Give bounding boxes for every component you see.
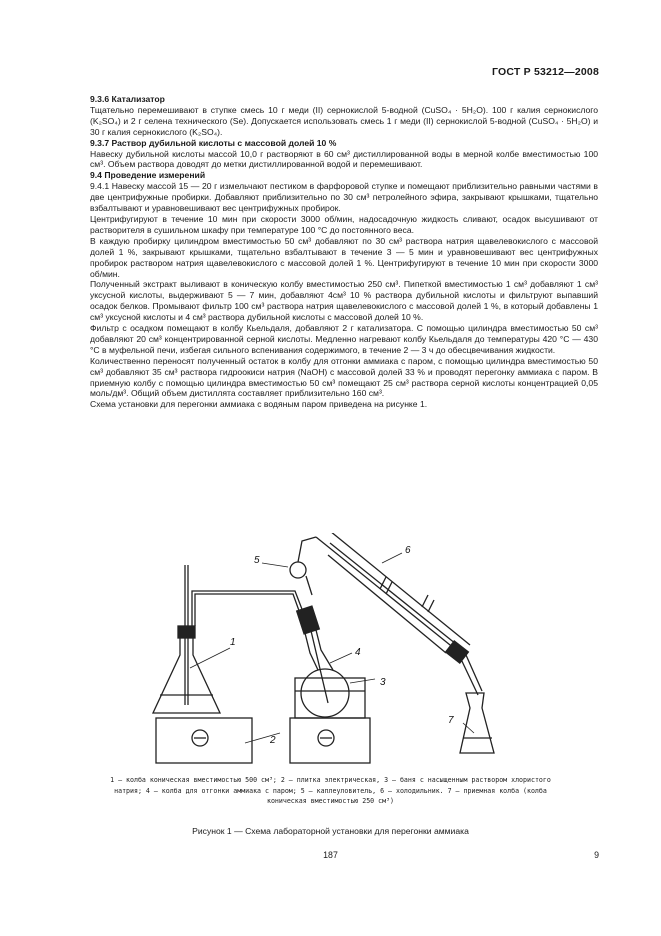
paragraph-catalyst: Тщательно перемешивают в ступке смесь 10 г меди (II) сернокислой 5-водной (CuSO₄ · 5H₂O). 100 г калия сернокислого (K₂SO₄) и 2 г селена технического (Se). Допускается использовать смесь 1 г меди (II) сернокислой 5-водной (CuSO₄ · 5H₂O) и 30 г калия сернокислого (K₂SO₄). <box>90 104 598 137</box>
figure-label-1: 1 <box>230 637 236 648</box>
sheet-number: 9 <box>594 850 599 860</box>
legend-line-1: 1 — колба коническая вместимостью 500 см³; 2 — плитка электрическая, 3 — баня с насыщенным раствором хлористого <box>110 776 551 784</box>
paragraph-kjeldahl: Фильтр с осадком помещают в колбу Кьельдаля, добавляют 2 г катализатора. С помощью цилиндра вместимостью 50 см³ добавляют 20 см³ концентрированной серной кислоты. Медленно нагревают колбу Кьельдаля до температуры 420 °С — 430 °С в муфельной печи, избегая сильного вспенивания содержимого, в течение 2 — 3 ч до обесцвечивания жидкости. <box>90 323 598 355</box>
figure-label-3: 3 <box>380 677 386 688</box>
paragraph-distillation: Количественно переносят полученный остаток в колбу для отгонки аммиака с паром, с помощью цилиндра вместимостью 50 см³ добавляют 35 см³ раствора гидроокиси натрия (NaOH) с массовой долей 33 % и проводят перегонку аммиака с паром. В приемную колбу с помощью цилиндра вместимостью 50 см³ помещают 25 см³ раствора серной кислоты концентрацией 0,05 моль/дм³. Общий объем дистиллята составляет приблизительно 160 см³. <box>90 355 598 399</box>
heading-9-3-7: 9.3.7 Раствор дубильной кислоты с массовой долей 10 % <box>90 137 337 148</box>
figure-label-2: 2 <box>270 735 276 746</box>
figure-label-5: 5 <box>254 555 260 566</box>
hot-plate-right <box>290 718 370 763</box>
text-body <box>90 94 598 410</box>
figure-label-7: 7 <box>448 715 454 726</box>
legend-line-2: натрия; 4 — колба для отгонки аммиака с паром; 5 — каплеуловитель, 6 — холодильник. 7 — приемная колба (колба <box>114 786 547 795</box>
heading-9-3-6: 9.3.6 Катализатор <box>90 94 165 104</box>
apparatus-drawing <box>130 533 610 768</box>
splash-trap <box>290 562 306 578</box>
receiving-flask <box>460 693 494 753</box>
paragraph-centrifuge: Центрифугируют в течение 10 мин при скорости 3000 об/мин, надосадочную жидкость сливают, осадок высушивают от растворителя в сушильном шкафу при температуре 100 °С до постоянного веса. <box>90 213 598 235</box>
standard-header: ГОСТ Р 53212—2008 <box>491 66 599 78</box>
legend-line-3: коническая вместимостью 250 см³) <box>266 797 395 806</box>
paragraph-oxalate: В каждую пробирку цилиндром вместимостью 50 см³ добавляют по 30 см³ раствора натрия щавелевокислого с массовой долей 1 %, закрывают крышками, тщательно взбалтывают в течение 3 — 5 мин и уравновешивают вес центрифужных пробирок раствором натрия щавелевокислого с массовой долей 1 %. Центрифугируют в течение 10 мин при скорости 3000 об/мин. <box>90 235 598 279</box>
figure-label-4: 4 <box>355 647 361 658</box>
salt-bath <box>295 678 365 718</box>
paragraph-scheme-ref: Схема установки для перегонки аммиака с водяным паром приведена на рисунке 1. <box>90 399 428 410</box>
hot-plate-left <box>156 718 252 763</box>
figure-legend <box>62 775 599 807</box>
figure-caption: Рисунок 1 — Схема лабораторной установки для перегонки аммиака <box>192 826 469 836</box>
paragraph-9-4-1: 9.4.1 Навеску массой 15 — 20 г измельчают пестиком в фарфоровой ступке и помещают приблизительно равными частями в две центрифужные пробирки. Добавляют приблизительно по 30 см³ петролейного эфира, закрывают крышками, тщательно взбалтывают и уравновешивают вес центрифужных пробирок. <box>90 181 598 214</box>
page-number: 187 <box>323 850 338 860</box>
distillation-apparatus-figure <box>130 533 610 768</box>
paragraph-extract: Полученный экстракт выливают в коническую колбу вместимостью 250 см³. Пипеткой вместимостью 1 см³ добавляют 1 см³ уксусной кислоты, выдерживают 5 — 7 мин, добавляют 4см³ 10 % раствора дубильной кислоты и фильтруют выпавший осадок белков. Промывают фильтр 100 см³ раствора натрия щавелевокислого с массовой долей 1 %, в который добавлены 1 см³ уксусной кислоты и 4 см³ раствора дубильной кислоты с массовой долей 10 %. <box>90 279 598 323</box>
heading-9-4: 9.4 Проведение измерений <box>90 170 206 181</box>
paragraph-tannic-acid: Навеску дубильной кислоты массой 10,0 г растворяют в 60 см³ дистиллированной воды в мерной колбе вместимостью 100 см³. Объем раствора доводят до метки дистиллированной водой и перемешивают. <box>90 148 598 170</box>
figure-label-6: 6 <box>405 545 411 556</box>
conical-flask-500 <box>153 636 220 713</box>
flask-stopper <box>178 626 195 638</box>
